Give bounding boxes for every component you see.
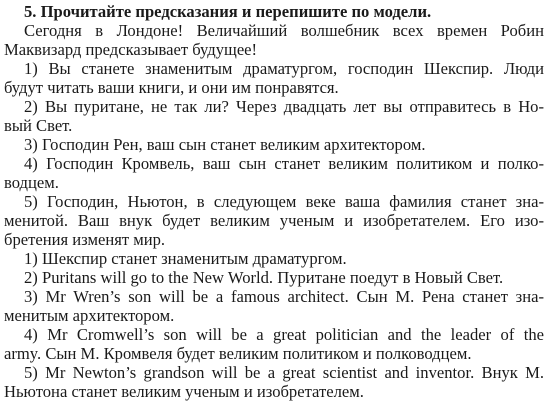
answer-line: менитым архитектором. — [4, 307, 175, 325]
text-line: менитой. Ваш внук будет великим ученым и изобретателем. Его изо- — [4, 212, 544, 230]
answer-line: Ньютона станет великим ученым и изобретателем. — [4, 383, 364, 401]
text-line: Маквизард предсказывает будущее! — [4, 41, 258, 59]
text-line: водцем. — [4, 174, 59, 192]
exercise-title: 5. Прочитайте предсказания и перепишите по модели. — [24, 3, 432, 21]
text-line: 4) Господин Кромвель, ваш сын станет великим политиком и полко- — [24, 155, 544, 173]
text-line: вый Свет. — [4, 117, 73, 135]
text-line: Сегодня в Лондоне! Величайший волшебник всех времен Робин — [24, 22, 544, 40]
answer-line: 3) Mr Wren’s son will be a famous architect. Сын М. Рена станет зна- — [24, 288, 544, 306]
answer-line: army. Сын М. Кромвеля будет великим политиком и полководцем. — [4, 345, 472, 363]
example-line: 1) Шекспир станет знаменитым драматургом. — [24, 250, 347, 268]
answer-line: 4) Mr Cromwell’s son will be a great politician and the leader of the — [24, 326, 544, 344]
answer-line: 2) Puritans will go to the New World. Пуритане поедут в Новый Свет. — [24, 269, 504, 287]
answer-line: 5) Mr Newton’s grandson will be a great scientist and inventor. Внук М. — [24, 364, 544, 382]
text-line: бретения изменят мир. — [4, 231, 166, 249]
text-line: 3) Господин Рен, ваш сын станет великим архитектором. — [24, 136, 426, 154]
text-line: 2) Вы пуритане, не так ли? Через двадцать лет вы отправитесь в Но- — [24, 98, 544, 116]
text-line: 5) Господин, Ньютон, в следующем веке ваша фамилия станет зна- — [24, 193, 544, 211]
text-line: 1) Вы станете знаменитым драматургом, господин Шекспир. Люди — [24, 60, 544, 78]
text-line: будут читать ваши книги, и они им понравятся. — [4, 79, 339, 97]
